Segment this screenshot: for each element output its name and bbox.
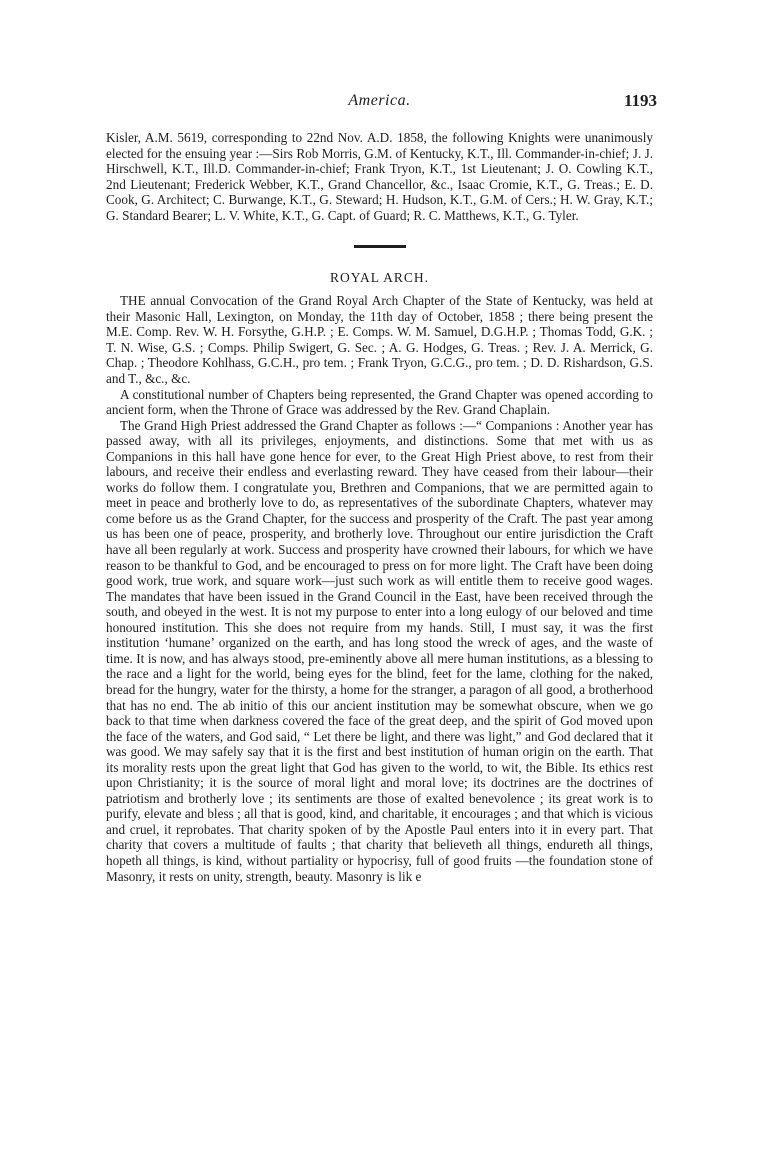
section-heading-royal-arch: ROYAL ARCH.	[329, 270, 429, 286]
chapters-represented-paragraph: A constitutional number of Chapters being represented, the Grand Chapter was opened according to ancient form, when the Throne of Grace was addressed by the Rev. Grand Chaplain.	[106, 386, 653, 418]
convocation-paragraph: THE annual Convocation of the Grand Royal Arch Chapter of the State of Kentucky, was held at their Masonic Hall, Lexington, on Monday, the 11th day of October, 1858 ; there being present the M.E. Comp. Rev. W. H. Forsythe, G.H.P. ; E. Comps. W. M. Samuel, D.G.H.P. ; Thomas Todd, G.K. ; T. N. Wise, G.S. ; Comps. Philip Swigert, G. Sec. ; A. G. Hodges, G. Treas. ; Rev. J. A. Merrick, G. Chap. ; Theodore Kohlhass, G.C.H., pro tem. ; Frank Tryon, G.C.G., pro tem. ; D. D. Rishardson, G.S. and T., &c., &c.	[106, 293, 653, 387]
book-page	[106, 91, 657, 884]
section-divider	[354, 245, 406, 248]
grand-high-priest-address-paragraph: The Grand High Priest addressed the Grand Chapter as follows :—“ Companions : Another year has passed away, with all its privileges, enjoyments, and distinctions. Some that met with us as Companions in this hall have gone hence for ever, to the Great High Priest above, to rest from their labours, and receive their endless and everlasting reward. They have ceased from their labour—their works do follow them. I congratulate you, Brethren and Companions, that we are permitted again to meet in peace and brotherly love to do, as representatives of the subordinate Chapters, whatever may come before us as the Grand Chapter, for the success and prosperity of the Craft. The past year among us has been one of peace, prosperity, and brotherly love. Throughout our entire jurisdiction the Craft have all been regularly at work. Success and prosperity have crowned their labours, for which we have reason to be thankful to God, and be encouraged to press on for more light. The Craft have been doing good work, true work, and square work—just such work as will entitle them to receive good wages. The mandates that have been issued in the Grand Council in the East, have been received through the south, and obeyed in the west. It is not my purpose to enter into a long eulogy of our beloved and time honoured institution. This she does not require from my hands. Still, I must say, it was the first institution ‘humane’ organized on the earth, and has long stood the wreck of ages, and the waste of time. It is now, and has always stood, pre-eminently above all mere human institutions, as a blessing to the race and a light for the world, being eyes for the blind, feet for the lame, clothing for the naked, bread for the hungry, water for the thirsty, a home for the stranger, a paragon of all good, a brotherhood that has no end. The ab initio of this our ancient institution may be somewhat obscure, when we go back to that time when darkness covered the face of the great deep, and the spirit of God moved upon the face of the waters, and God said, “ Let there be light, and there was light,” and God declared that it was good. We may safely say that it is the first and best institution of human origin on the earth. That its morality rests upon the great light that God has given to the world, to wit, the Bible. Its ethics rest upon Christianity; it is the source of moral light and moral love; its doctrines are the doctrines of patriotism and brotherly love ; its sentiments are those of exalted benevolence ; its great work is to purify, elevate and bless ; all that is good, kind, and charitable, it encourages ; and that which is vicious and cruel, it reprobates. That charity spoken of by the Apostle Paul enters into it in every part. That charity that covers a multitude of faults ; that charity that believeth all things, endureth all things, hopeth all things, is kind, without partiality or hypocrisy, full of good fruits —the foundation stone of Masonry, it rests on unity, strength, beauty. Masonry is lik e	[106, 417, 653, 884]
page-number: 1193	[623, 91, 657, 110]
running-title: America.	[348, 92, 411, 109]
knights-officers-paragraph: Kisler, A.M. 5619, corresponding to 22nd Nov. A.D. 1858, the following Knights were unanimously elected for the ensuing year :—Sirs Rob Morris, G.M. of Kentucky, K.T., Ill. Commander-in-chief; J. J. Hirschwell, K.T., Ill.D. Commander-in-chief; Frank Tryon, K.T., 1st Lieutenant; J. O. Cowling K.T., 2nd Lieutenant; Frederick Webber, K.T., Grand Chancellor, &c., Isaac Cromie, K.T., G. Treas.; E. D. Cook, G. Architect; C. Burwange, K.T., G. Steward; H. Hudson, K.T., G.M. of Cers.; H. W. Gray, K.T.; G. Standard Bearer; L. V. White, K.T., G. Capt. of Guard; R. C. Matthews, K.T., G. Tyler.	[106, 130, 653, 223]
page-header	[106, 91, 657, 114]
